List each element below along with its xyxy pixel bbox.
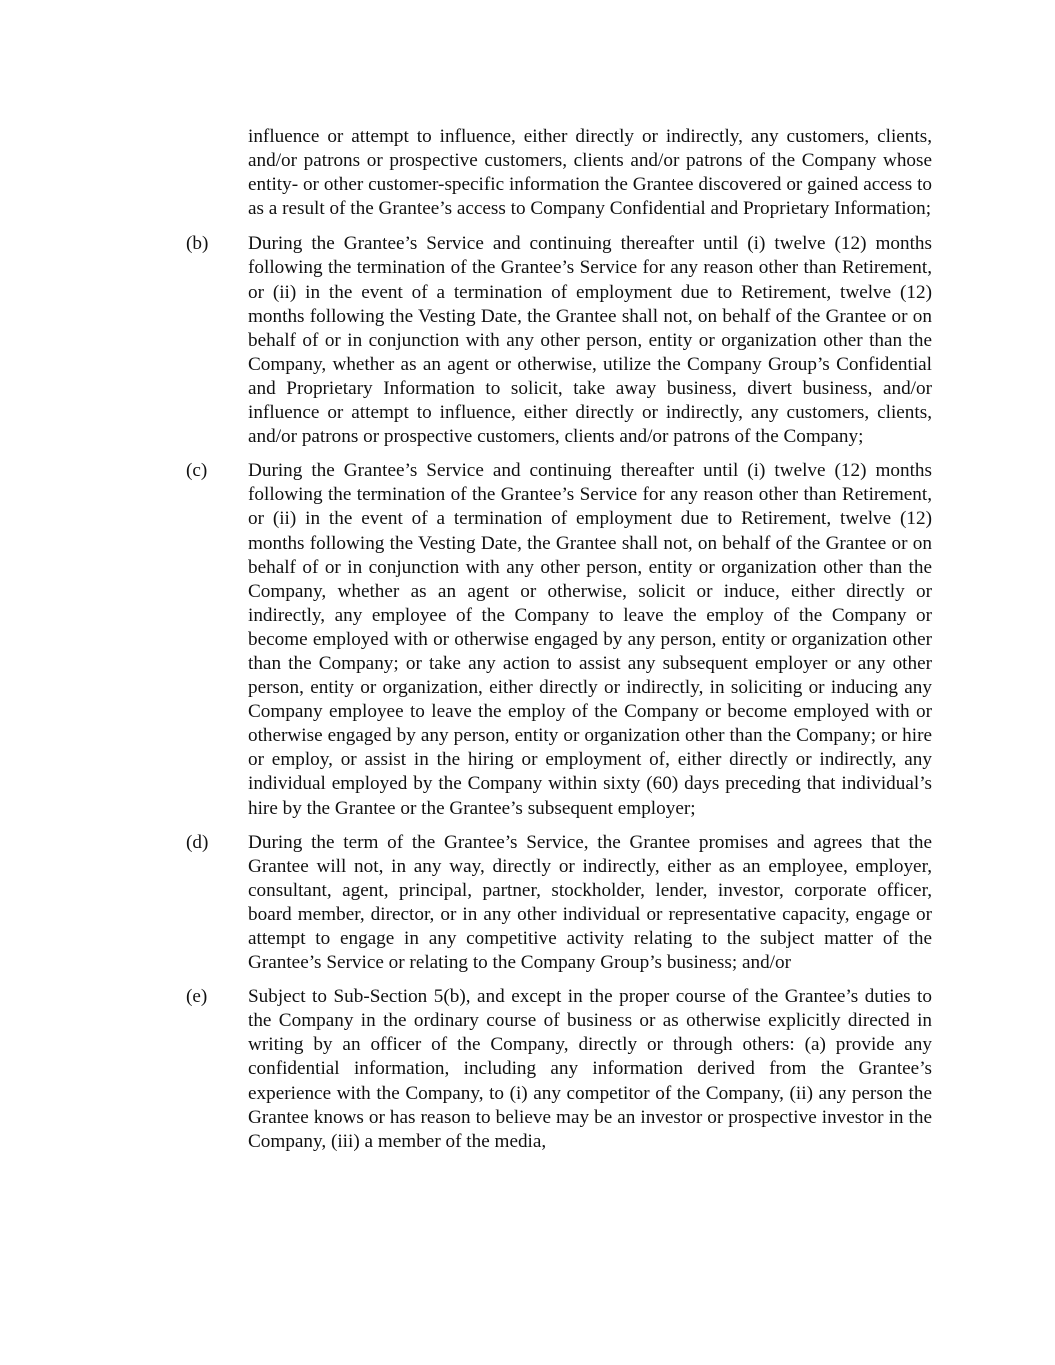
list-item-e <box>186 985 932 1154</box>
document-body <box>186 125 932 1164</box>
item-label: (b) <box>186 233 209 255</box>
list-item-b <box>186 232 932 449</box>
continuation-paragraph: influence or attempt to influence, either directly or indirectly, any customers, clients, and/or patrons or prospective customers, clients and/or patrons of the Company whose entity- or other customer-specific information the Grantee discovered or gained access to as a result of the Grantee’s access to Company Confidential and Proprietary Information; <box>248 126 932 220</box>
item-label: (d) <box>186 831 209 853</box>
item-text: During the Grantee’s Service and continuing thereafter until (i) twelve (12) months following the termination of the Grantee’s Service for any reason other than Retirement, or (ii) in the event of a termination of employment due to Retirement, twelve (12) months following the Vesting Date, the Grantee shall not, on behalf of the Grantee or on behalf of or in conjunction with any other person, entity or organization other than the Company, whether as an agent or otherwise, solicit or induce, either directly or indirectly, any employee of the Company to leave the employ of the Company or become employed with or otherwise engaged by any person, entity or organization other than the Company; or take any action to assist any subsequent employer or any other person, entity or organization, either directly or indirectly, in soliciting or inducing any Company employee to leave the employ of the Company or become employed with or otherwise engaged by any person, entity or organization other than the Company; or hire or employ, or assist in the hiring or employment of, either directly or indirectly, any individual employed by the Company within sixty (60) days preceding that individual’s hire by the Grantee or the Grantee’s subsequent employer; <box>248 460 932 819</box>
item-label: (e) <box>186 986 208 1008</box>
item-text: Subject to Sub-Section 5(b), and except in the proper course of the Grantee’s duties to the Company in the ordinary course of business or as otherwise explicitly directed in writing by an officer of the Company, directly or through others: (a) provide any confidential information, including any information derived from the Grantee’s experience with the Company, to (i) any competitor of the Company, (ii) any person the Grantee knows or has reason to believe may be an investor or prospective investor in the Company, (iii) a member of the media, <box>248 986 932 1152</box>
item-text: During the term of the Grantee’s Service, the Grantee promises and agrees that the Grantee will not, in any way, directly or indirectly, either as an employee, employer, consultant, agent, principal, partner, stockholder, lender, investor, corporate officer, board member, director, or in any other individual or representative capacity, engage or attempt to engage in any competitive activity relating to the subject matter of the Grantee’s Service or relating to the Company Group’s business; and/or <box>248 831 932 974</box>
item-label: (c) <box>186 460 208 482</box>
list-item-d <box>186 831 932 976</box>
list-item-c <box>186 459 932 820</box>
item-text: During the Grantee’s Service and continuing thereafter until (i) twelve (12) months following the termination of the Grantee’s Service for any reason other than Retirement, or (ii) in the event of a termination of employment due to Retirement, twelve (12) months following the Vesting Date, the Grantee shall not, on behalf of the Grantee or on behalf of or in conjunction with any other person, entity or organization other than the Company, whether as an agent or otherwise, utilize the Company Group’s Confidential and Proprietary Information to solicit, take away business, divert business, and/or influence or attempt to influence, either directly or indirectly, any customers, clients, and/or patrons or prospective customers, clients and/or patrons of the Company; <box>248 233 932 448</box>
